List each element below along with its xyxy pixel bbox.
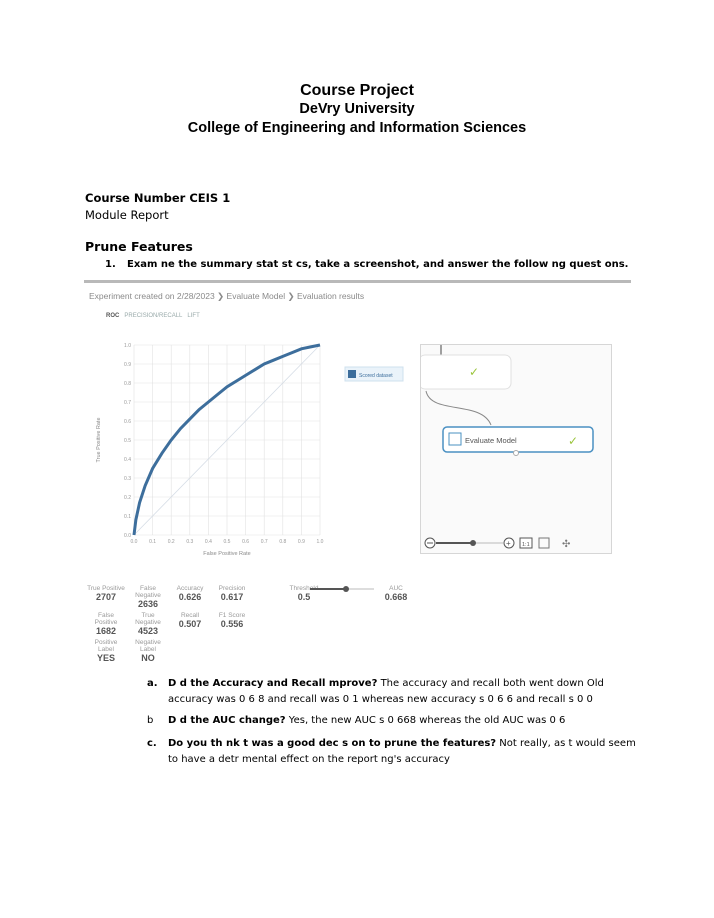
fullscreen-icon[interactable] (539, 538, 549, 548)
document-title: Course Project (300, 82, 414, 99)
y-tick-label: 1.0 (124, 343, 131, 349)
stat-cell (128, 585, 168, 609)
stat-cell (212, 612, 252, 629)
upstream-module[interactable] (421, 355, 511, 389)
tab-roc[interactable]: ROC (106, 313, 120, 319)
stat-value: 0.507 (178, 619, 202, 629)
y-tick-label: 0.9 (124, 362, 131, 368)
y-tick-label: 0.7 (124, 400, 131, 406)
x-tick-label: 0.8 (279, 539, 287, 545)
connector-line (426, 391, 491, 425)
tab-precision-recall[interactable]: PRECISION/RECALL (124, 313, 183, 319)
stat-value: 0.556 (220, 619, 244, 629)
answer-c-question: Do you th nk t was a good dec s on to prune the features? (168, 738, 497, 749)
y-axis-label: True Positive Rate (96, 417, 102, 463)
stat-label: False Negative (135, 585, 161, 599)
stat-cell (170, 585, 210, 602)
y-tick-label: 0.3 (124, 476, 131, 482)
x-tick-label: 1.0 (316, 539, 324, 545)
x-tick-label: 0.5 (223, 539, 231, 545)
stat-cell (212, 585, 252, 602)
university-name: DeVry University (299, 101, 415, 117)
stat-value: 0.668 (384, 592, 408, 602)
module-report: Module Report (85, 208, 169, 222)
stat-cell (128, 639, 168, 663)
answer-c-text: Not really, as t would seem to have a detr mental eﬀect on the report ng's accuracy (168, 738, 636, 765)
chart-tabs (106, 313, 200, 319)
module-check-icon: ✓ (568, 434, 579, 448)
y-tick-label: 0.0 (124, 533, 131, 539)
section-heading: Prune Features (85, 239, 193, 254)
y-tick-label: 0.6 (124, 419, 131, 425)
threshold-handle[interactable] (343, 586, 349, 592)
stat-value: 4523 (137, 626, 159, 636)
x-tick-label: 0.3 (186, 539, 194, 545)
answer-c (147, 736, 637, 768)
stat-cell (170, 612, 210, 629)
pan-icon[interactable]: ✣ (562, 539, 571, 550)
stat-label: Precision (218, 585, 246, 592)
upstream-check-icon: ✓ (469, 365, 480, 379)
stat-label: True Positive (87, 585, 125, 592)
answer-c-label: c. (147, 738, 157, 749)
stat-cell (86, 585, 126, 602)
zoom-slider-handle[interactable] (470, 540, 476, 546)
stats-panel (86, 585, 426, 663)
stat-label: Threshold (289, 585, 319, 592)
x-tick-label: 0.1 (149, 539, 157, 545)
x-tick-label: 0.2 (167, 539, 175, 545)
legend-label: Scored dataset (359, 373, 393, 379)
canvas-graphics (421, 345, 611, 552)
fit-label: 1:1 (522, 542, 530, 548)
stat-cell (128, 612, 168, 636)
college-name: College of Engineering and Information Sciences (187, 120, 527, 136)
answer-b-text: Yes, the new AUC s 0 668 whereas the old AUC was 0 6 (285, 715, 566, 726)
stat-label: Recall (180, 612, 200, 619)
answer-a-question: D d the Accuracy and Recall mprove? (168, 678, 378, 689)
stat-label: AUC (389, 585, 403, 592)
legend-swatch (348, 370, 356, 378)
stat-label: Negative Label (135, 639, 161, 653)
stat-label: Accuracy (176, 585, 204, 592)
stat-cell (86, 639, 126, 663)
x-tick-label: 0.6 (242, 539, 250, 545)
answer-a-text: The accuracy and recall both went down Old accuracy was 0 6 8 and recall was 0 1 whereas new accuracy s 0 6 6 and recall s 0 0 (168, 678, 604, 705)
stat-value: 0.617 (220, 592, 244, 602)
stat-value: 0.626 (178, 592, 202, 602)
x-axis-label: False Positive Rate (203, 551, 251, 557)
answer-b-label: b (147, 715, 154, 726)
step-number: 1. (105, 259, 116, 270)
answer-b (147, 713, 637, 729)
course-number: Course Number CEIS 1 (85, 191, 231, 205)
y-tick-labels (124, 343, 131, 539)
step-instruction (105, 259, 628, 270)
y-tick-label: 0.2 (124, 495, 131, 501)
step-text: Exam ne the summary stat st cs, take a screenshot, and answer the follow ng quest ons. (127, 259, 629, 270)
stat-cell (86, 612, 126, 636)
threshold-slider[interactable] (308, 584, 378, 594)
stat-value: YES (96, 653, 115, 663)
x-tick-label: 0.4 (204, 539, 212, 545)
stat-label: Positive Label (94, 639, 118, 653)
stat-value: 2707 (95, 592, 117, 602)
y-tick-label: 0.1 (124, 514, 131, 520)
answer-a-label: a. (147, 678, 158, 689)
stat-value: 2636 (137, 599, 159, 609)
module-output-port[interactable] (514, 451, 519, 456)
stat-label: F1 Score (218, 612, 246, 619)
y-tick-label: 0.4 (124, 457, 131, 463)
x-tick-labels (131, 539, 324, 545)
answer-a (147, 676, 637, 708)
module-name: Evaluate Model (465, 436, 517, 445)
tab-lift[interactable]: LIFT (187, 313, 200, 319)
roc-chart (90, 335, 420, 567)
stat-value: NO (141, 653, 155, 663)
stat-value: 0.5 (297, 592, 311, 602)
stat-label: True Negative (135, 612, 161, 626)
x-tick-label: 0.0 (130, 539, 138, 545)
stat-cell (376, 585, 416, 602)
y-tick-label: 0.5 (124, 438, 131, 444)
x-tick-label: 0.9 (297, 539, 305, 545)
x-tick-label: 0.7 (260, 539, 268, 545)
breadcrumb: Experiment created on 2/28/2023 ❯ Evaluate Model ❯ Evaluation results (89, 291, 365, 301)
stat-value: 1682 (95, 626, 117, 636)
y-tick-label: 0.8 (124, 381, 131, 387)
answer-b-question: D d the AUC change? (168, 715, 286, 726)
zoom-in-plus: + (506, 539, 511, 548)
stat-label: False Positive (94, 612, 118, 626)
